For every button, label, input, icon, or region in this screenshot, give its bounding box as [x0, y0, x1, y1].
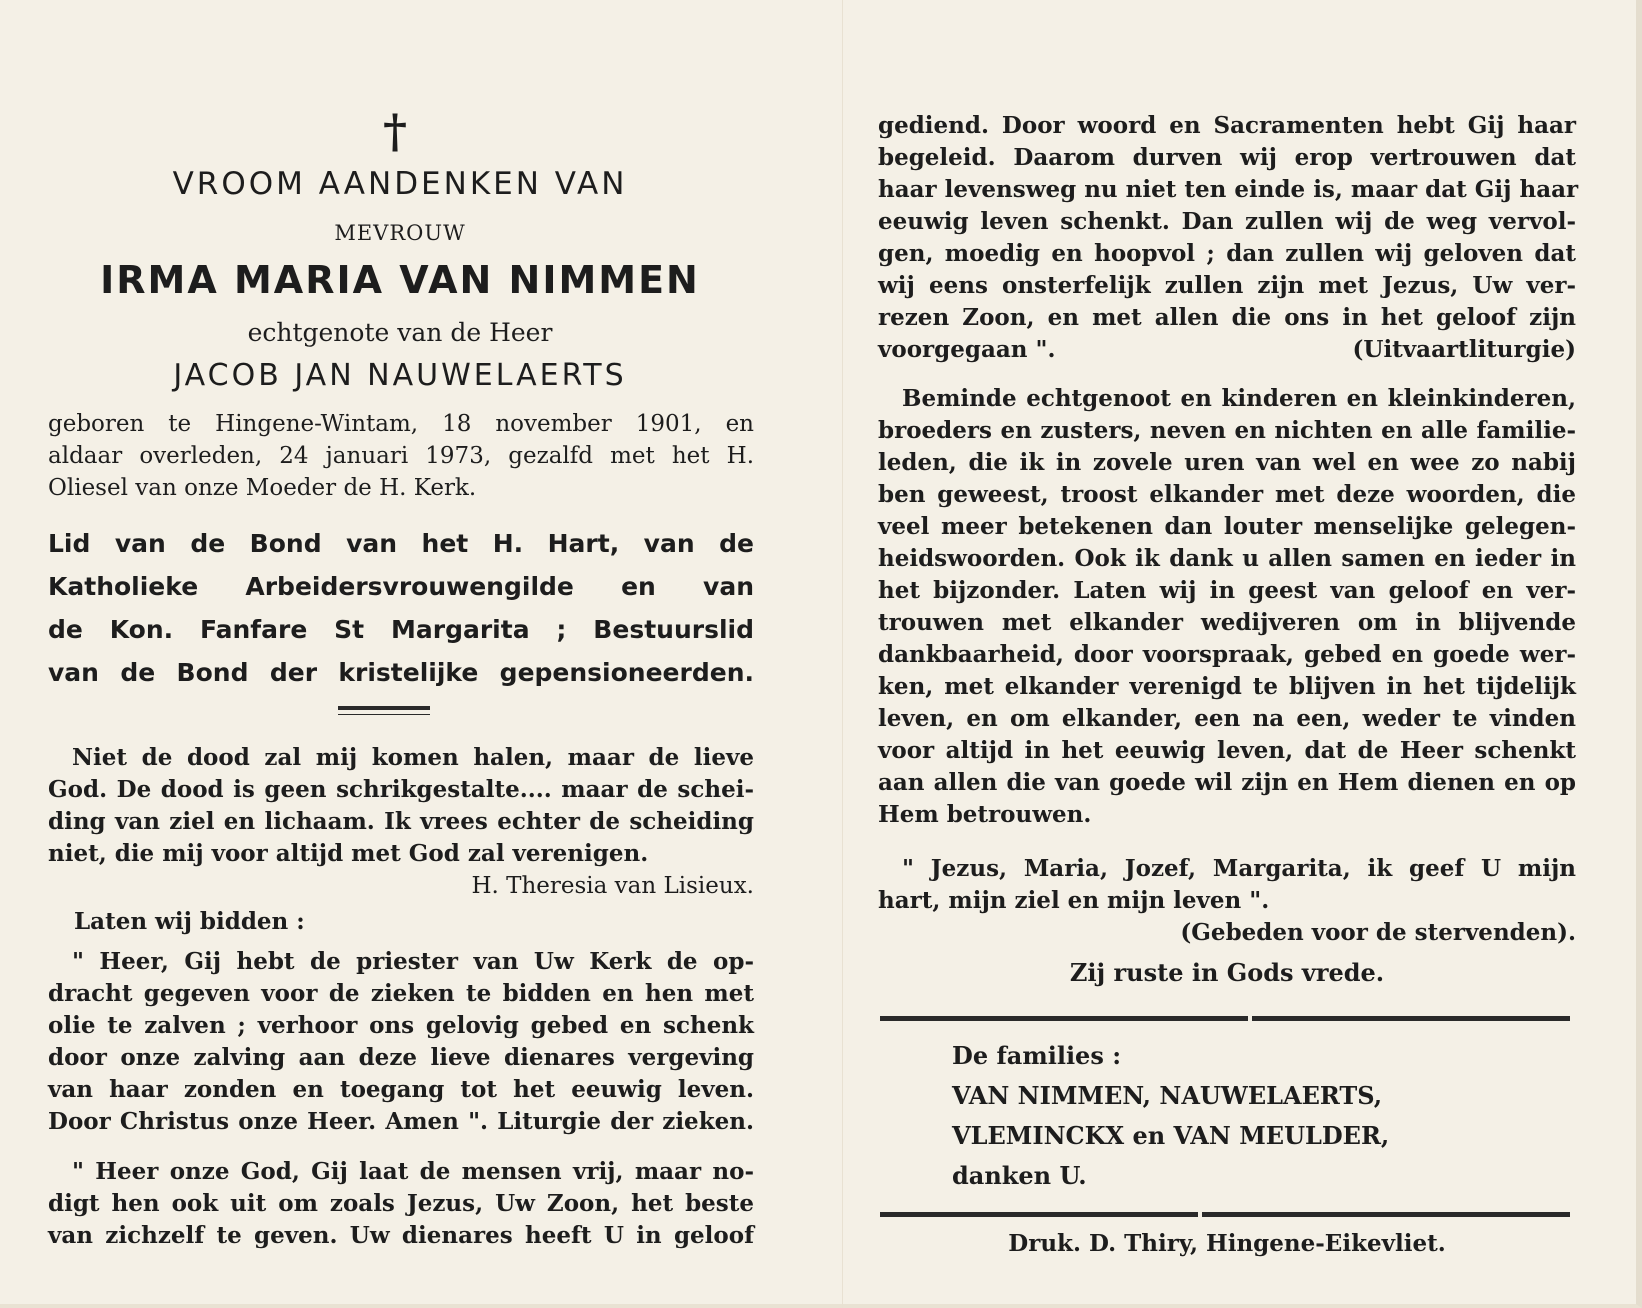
fold-line [842, 0, 843, 1308]
invocation-source: (Gebeden voor de stervenden). [1180, 919, 1576, 946]
text-line: rezen Zoon, en met allen die ons in het geloof zijn [878, 304, 1576, 331]
text-line: gediend. Door woord en Sacramenten hebt Gij haar [878, 112, 1576, 139]
farewell-paragraph [878, 383, 1576, 831]
text-line: digt hen ook uit om zoals Jezus, Uw Zoon, het beste [48, 1190, 754, 1217]
families-line: VAN NIMMEN, NAUWELAERTS, [952, 1081, 1383, 1110]
birth-death-paragraph [48, 408, 754, 504]
text-line: eeuwig leven schenkt. Dan zullen wij de weg vervol- [878, 208, 1576, 235]
families-line: VLEMINCKX en VAN MEULDER, [952, 1121, 1390, 1150]
text-line: trouwen met elkander wedijveren om in blijvende [878, 609, 1576, 636]
prayer-heading: Laten wij bidden : [74, 908, 305, 935]
text-line: leden, die ik in zovele uren van wel en wee zo nabij [878, 449, 1576, 476]
text-line: voor altijd in het eeuwig leven, dat de Heer schenkt [878, 737, 1576, 764]
divider [880, 1212, 1198, 1217]
text-line: Door Christus onze Heer. Amen ". Liturgie der zieken. [48, 1108, 754, 1135]
divider [1202, 1212, 1570, 1217]
text-line: geboren te Hingene-Wintam, 18 november 1901, en [48, 411, 754, 437]
text-line: veel meer betekenen dan louter menselijke gelegen- [878, 513, 1576, 540]
text-line: " Jezus, Maria, Jozef, Margarita, ik geef U mijn [902, 855, 1576, 882]
text-line: Oliesel van onze Moeder de H. Kerk. [48, 475, 477, 501]
prayer-paragraph-1 [48, 946, 754, 1138]
quote-paragraph [48, 742, 754, 902]
salutation: MEVROUW [334, 221, 466, 245]
families-heading: De families : [952, 1041, 1122, 1070]
text-line: haar levensweg nu niet ten einde is, maar dat Gij haar [878, 176, 1579, 203]
text-line: hart, mijn ziel en mijn leven ". [878, 887, 1270, 914]
rest-in-peace: Zij ruste in Gods vrede. [1069, 958, 1385, 987]
text-line: " Heer onze God, Gij laat de mensen vrij, maar no- [72, 1158, 754, 1185]
heading: VROOM AANDENKEN VAN [172, 166, 628, 202]
text-line: Niet de dood zal mij komen halen, maar de lieve [72, 744, 754, 771]
text-line: de Kon. Fanfare St Margarita ; Bestuurslid [48, 615, 754, 644]
text-line: van haar zonden en toegang tot het eeuwig leven. [48, 1076, 754, 1103]
quote-source: H. Theresia van Lisieux. [471, 873, 754, 899]
spouse-name: JACOB JAN NAUWELAERTS [173, 358, 627, 393]
text-line: " Heer, Gij hebt de priester van Uw Kerk de op- [72, 948, 754, 975]
text-line: dankbaarheid, door voorspraak, gebed en goede wer- [878, 641, 1576, 668]
text-line: God. De dood is geen schrikgestalte.... maar de schei- [48, 776, 754, 803]
text-line: olie te zalven ; verhoor ons gelovig gebed en schenk [48, 1012, 754, 1039]
prayer-source: (Uitvaartliturgie) [1352, 336, 1576, 363]
text-line: dracht gegeven voor de zieken te bidden en hen met [48, 980, 754, 1007]
printer-credit: Druk. D. Thiry, Hingene-Eikevliet. [1008, 1230, 1446, 1257]
families-block [952, 1036, 1452, 1196]
text-line-end: voorgegaan ". [878, 336, 1056, 363]
divider [880, 1016, 1248, 1021]
text-line: Lid van de Bond van het H. Hart, van de [48, 529, 754, 558]
text-line: aan allen die van goede wil zijn en Hem dienen en op [878, 769, 1576, 796]
text-line [878, 334, 1576, 366]
text-line: niet, die mij voor altijd met God zal verenigen. [48, 840, 649, 867]
text-line: ben geweest, troost elkander met deze woorden, die [878, 481, 1576, 508]
divider [338, 714, 430, 715]
divider [338, 706, 430, 710]
text-line: het bijzonder. Laten wij in geest van geloof en ver- [878, 577, 1576, 604]
text-line: leven, en om elkander, een na een, weder te vinden [878, 705, 1576, 732]
text-line: van de Bond der kristelijke gepensioneerden. [48, 658, 754, 687]
text-line: ding van ziel en lichaam. Ik vrees echter de scheiding [48, 808, 754, 835]
text-line: wij eens onsterfelijk zullen zijn met Jezus, Uw ver- [878, 272, 1576, 299]
text-line: door onze zalving aan deze lieve dienares vergeving [48, 1044, 754, 1071]
membership-paragraph [48, 522, 754, 694]
text-line: ken, met elkander verenigd te blijven in het tijdelijk [878, 673, 1576, 700]
divider [1252, 1016, 1570, 1021]
text-line: Beminde echtgenoot en kinderen en kleinkinderen, [902, 385, 1576, 412]
deceased-name: IRMA MARIA VAN NIMMEN [100, 258, 700, 302]
prayer-paragraph-2 [48, 1156, 754, 1252]
text-line: Hem betrouwen. [878, 801, 1092, 828]
text-line: Katholieke Arbeidersvrouwengilde en van [48, 572, 754, 601]
spouse-intro: echtgenote van de Heer [247, 318, 553, 347]
families-thanks: danken U. [952, 1161, 1087, 1190]
cross-icon: † [383, 104, 408, 158]
text-line: van zichzelf te geven. Uw dienares heeft U in geloof [48, 1222, 754, 1249]
text-line: aldaar overleden, 24 januari 1973, gezalfd met het H. [48, 443, 754, 469]
prayer-continuation [878, 110, 1579, 366]
text-line: gen, moedig en hoopvol ; dan zullen wij geloven dat [878, 240, 1576, 267]
text-line: heidswoorden. Ook ik dank u allen samen en ieder in [878, 545, 1576, 572]
text-line: broeders en zusters, neven en nichten en alle familie- [878, 417, 1576, 444]
invocation-paragraph [878, 853, 1576, 949]
text-line: begeleid. Daarom durven wij erop vertrouwen dat [878, 144, 1576, 171]
